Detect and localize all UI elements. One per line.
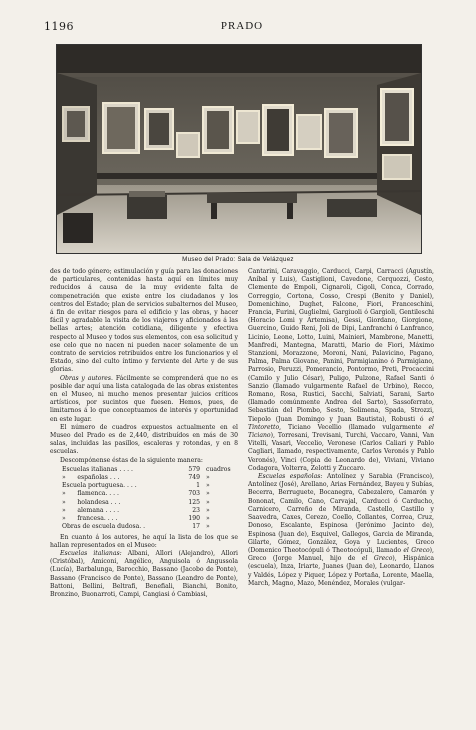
stats-unit: » [206,498,210,506]
paragraph-text: ), Torresani, Trevisani, Turchi, Vaccaro, Vanni, Van Vitelli, Vasari, Veccelio, Veronese (Carlos Caliari y Pablo Cagliari, llamado, respectivamente, Carlos Veronés y Pablo Veronés), Vinci (Copia de Leonardo de), Viviani, Viviano Codagora, Volterra, Zelotti y Zuccaro. [248,432,434,472]
stats-label: » flamenca. . . . [62,490,119,498]
stats-row [50,482,238,490]
paragraph: El número de cuadros expuestos actualmente en el Museo del Prado es de 2,440, distribuídos en más de 30 salas, incluidas las pasillos, escaleras y rotondas, y en 8 escuelas. [50,423,238,456]
photo-caption: Museo del Prado: Sala de Velázquez [182,256,294,263]
stats-row [50,523,238,531]
stats-unit: » [206,515,210,523]
stats-unit: cuadros [206,465,231,473]
stats-value: 703 [188,490,200,498]
stats-row [50,474,238,482]
paragraph-text: , Ticiano Vecellio (llamado vulgarmente [279,423,429,431]
stats-value: 125 [188,498,200,506]
paragraph-text: ), Greco (Jorge Manuel, hijo de [248,546,434,563]
stats-row [50,499,238,507]
paragraph-text: Fácilmente se comprenderá que no es posible dar aquí una lista catalogada de las obras existentes en el Museo, ni mucho menos presentar juicios críticos artísticos, por sucintos que fuesen. Hemos, pues, de limitarnos á lo que conceptuamos de interés y oportunidad en este lugar. [50,374,238,423]
stats-value: 23 [192,506,200,514]
running-head: PRADO [220,20,264,32]
paragraph-text: Albani, Allori (Alejandro), Allori (Cristóbal), Amiconi, Angélico, Anguisola ó Angussola (Lucía), Barbalunga, Barocchio, Bassano (Jacobo de Ponte), Bassano (Francisco de Ponte), Bassano (Leandro de Ponte), Battoni, Bellini, Beltrafi, Benefiali, Bianchi, Bonito, Bronzino, Buonarroti, Campi, Cangiasi ó Cambiasi, [50,549,238,598]
stats-unit: » [206,474,210,482]
museum-gallery-photo [56,44,422,254]
paragraph-text: ), Hispánica (escuela), Inza, Iriarte, Juanes (Juan de), Leonardo, Llanos y Valdés, López y Piquer, López y Portaña, Lorente, Maella, March, Magno, Mazo, Menéndez, Morales (vulgar- [248,555,434,587]
italic-name: el Greco [403,546,430,554]
stats-label: Escuelas italianas . . . . [62,465,133,473]
stats-value: 190 [188,515,200,523]
page-number: 1196 [44,20,74,33]
stats-value: 579 [188,465,200,473]
school-stats-table [50,466,238,532]
stats-label: Escuela portuguesa. . . . [62,482,137,490]
stats-value: 17 [192,523,200,531]
stats-row [50,466,238,474]
stats-row [50,507,238,515]
stats-unit: » [206,490,210,498]
stats-row [50,490,238,498]
paragraph [248,473,434,588]
paragraph: Descompónense éstas de la siguiente manera: [60,456,203,464]
section-heading: Escuelas españolas: [258,473,323,481]
paragraph [50,375,238,424]
paragraph-text: Cantarini, Caravaggio, Carducci, Carpi, Carracci (Agustín, Aníbal y Luis), Castiglioni, Cavedone, Cerquozzi, Cesto, Clemente de Empoli, Cignaroli, Cigoli, Conca, Corrado, Correggio, Cortona, Cosso, Crespi (Benito y Daniel), Domenichino, Dughet, Falcone, Fiori, Franceschini, Francia, Furini, Guglielmi, Gargiuoli ó Gargioli, Gentileschi (Horacio Lomi y Artemisa), Gessi, Giordano, Giorgione, Guercino, Guido Reni, Joli de Dipi, Lanfranchi ó Lanfranco, Licinio, Leone, Lotto, Luini, Mainieri, Mambrone, Manetti, Manfredi, Mantegna, Maratti, Mario de Fiori, Máximo Stanzioni, Morazzone, Moroni, Nani, Palavicino, Pagano, Palma, Palma Giovane, Panini, Parmigianino ó Parmigiano, Parrosio, Peruzzi, Pomerancio, Pontormo, Preti, Procaccini (Camilo y Julio César), Puligo, Pulzone, Rafael Santi ó Sanzio (llamado vulgarmente Rafael de Urbino), Recco, Romano, Rosa, Rustici, Sacchi, Salviati, Sarani, Sarto (llamado comúnmente Andrea del Sarto), Sassoferrato, Sebastián del Piombo, Sesto, Solimena, Spada, Strozzi, Tiepolo (Juan Domingo y Juan Bautista), Robusti ó [248,268,434,423]
stats-unit: » [206,523,210,531]
section-heading: Obras y autores. [60,374,113,382]
stats-label: » alemana . . . . [62,506,120,514]
gallery-illustration [57,45,421,253]
stats-label: » españolas . . . [62,474,120,482]
paragraph: des de todo género; estimulación y guía para las donaciones de particulares, contenidas hasta aquí en límites muy reducidos á causa de la muy evidente falta de compenetración que existe entre los ciudadanos y los centros del Estado; plan de servicios subalternos del Museo, á fin de evitar riesgos para el edificio y las obras, y hacer fácil y agradable la visita de los viajeros y aficionados á las bellas artes; atención cotidiana, diligente y efectiva respecto al Museo y todos sus elementos, con esa solicitud y ese celo que no nacen ni pueden nacer solamente de un contrato de servicios retribuidos entre los funcionarios y el Estado, sino del culto íntimo y ferviente del Arte y de sus glorias. [50,268,238,374]
italic-name: el Tintoretto [248,415,434,431]
section-heading: Escuelas italianas: [60,549,122,557]
left-column [50,268,238,599]
italic-name: el Ticiano [248,423,434,440]
paragraph [50,550,238,599]
paragraph: En cuanto á los autores, he aquí la lista de los que se hallan representados en el Museo: [50,533,238,549]
stats-value: 1 [196,482,200,490]
stats-label: » holandesa . . . [62,498,121,506]
stats-label: Obras de escuela dudosa. . [62,523,146,531]
stats-unit: » [206,506,210,514]
page-header [44,20,440,34]
right-column [248,268,434,588]
paragraph [248,268,434,473]
stats-unit: » [206,482,210,490]
stats-label: » francesa. . . . [62,515,118,523]
stats-value: 749 [188,474,200,482]
stats-row [50,515,238,523]
italic-name: el Greco [361,555,393,563]
paragraph-text: Antolínez y Sarabia (Francisco), Antolínez (José), Arellano, Arias Fernández, Bayeu y Subías, Becerra, Berruguete, Bocanegra, Cabezalero, Camarón y Bononat, Camilo, Cano, Carvajal, Carducci ó Carducho, Carnicero, Carreño de Miranda, Castello, Castillo y Saavedra, Caxes, Cerezo, Coello, Collantes, Correa, Cruz, Donoso, Escalante, Espinosa (Jerónimo Jacinto de), Espinosa (Juan de), Esquivel, Gallegos, Garcia de Miranda, Gilarte, Gómez, González, Goya y Lucientes, Greco (Domenico Theotocópuli ó Theotocópuli, llamado [248,473,434,554]
